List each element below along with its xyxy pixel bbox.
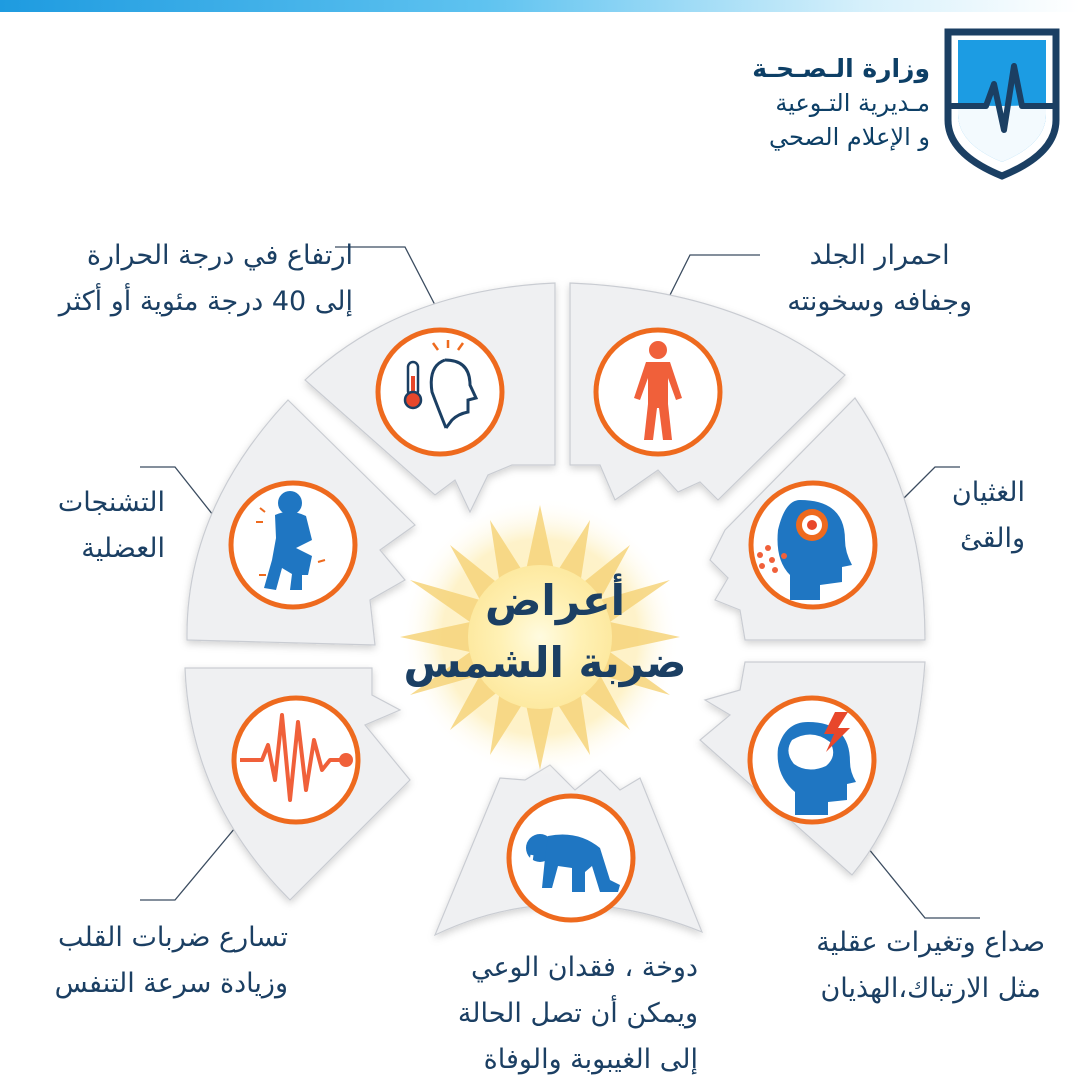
symptom-fever-line-1: ارتفاع في درجة الحرارة: [86, 240, 353, 271]
symptom-fainting-line-3: إلى الغيبوبة والوفاة: [483, 1044, 698, 1075]
symptom-fainting-line-1: دوخة ، فقدان الوعي: [470, 952, 698, 983]
connector-headache: [868, 848, 980, 918]
center-title-line-1: أعراض: [484, 576, 626, 625]
symptom-label-cramps: [58, 480, 165, 572]
symptom-fever-line-2: إلى 40 درجة مئوية أو أكثر: [58, 286, 353, 317]
symptom-heart-line-1: تسارع ضربات القلب: [58, 922, 288, 953]
sun-graphic: [400, 497, 680, 777]
symptom-label-heart: [55, 915, 288, 1007]
symptom-label-nausea: [952, 470, 1025, 562]
symptom-fainting-line-2: ويمكن أن تصل الحالة: [457, 998, 698, 1029]
department-line-1: مـديرية التـوعية: [775, 89, 930, 117]
symptom-label-skin: [787, 233, 972, 325]
symptom-label-headache: [816, 920, 1045, 1012]
symptom-label-fever: [59, 233, 353, 325]
symptom-nausea-line-1: الغثيان: [951, 477, 1025, 508]
ministry-name: وزارة الـصـحـة: [752, 54, 930, 83]
department-line-2: و الإعلام الصحي: [769, 123, 930, 151]
connector-heart: [140, 828, 235, 900]
center-title-line-2: ضربة الشمس: [403, 638, 687, 687]
symptom-headache-line-2: مثل الارتباك،الهذيان: [820, 973, 1041, 1004]
symptom-heart-line-2: وزيادة سرعة التنفس: [54, 968, 288, 999]
symptom-cramps-line-2: العضلية: [81, 533, 165, 564]
symptom-skin-line-1: احمرار الجلد: [809, 240, 950, 271]
symptom-headache-line-1: صداع وتغيرات عقلية: [816, 927, 1045, 958]
symptom-nausea-line-2: والقئ: [960, 523, 1025, 554]
symptom-cramps-line-1: التشنجات: [57, 487, 165, 518]
connector-nausea: [897, 467, 960, 505]
symptom-skin-line-2: وجفافه وسخونته: [787, 286, 972, 317]
symptom-label-fainting: [458, 945, 698, 1083]
